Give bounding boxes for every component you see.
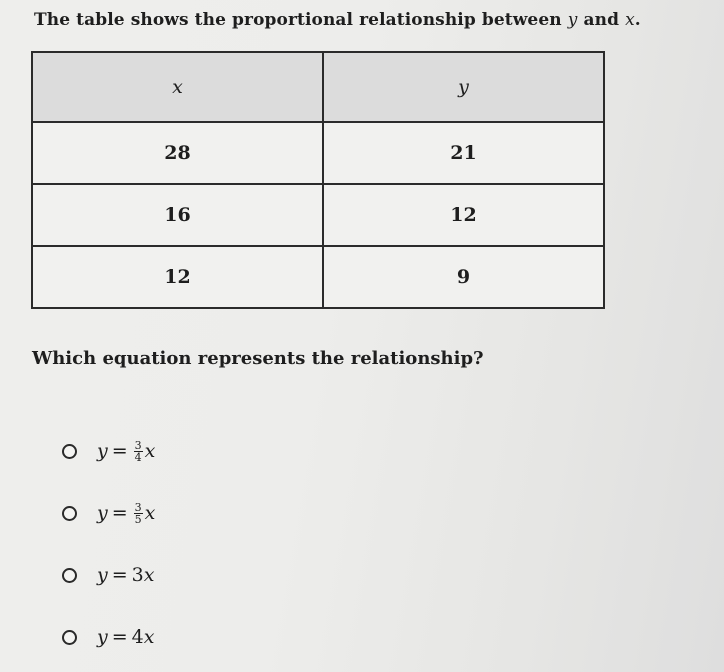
prompt-conj: and [583,10,620,30]
equation-label [97,440,155,463]
fraction-numerator: 3 [134,438,142,452]
column-header-y: y [323,52,604,122]
table-row [32,122,604,184]
fraction-denominator: 4 [134,450,142,464]
prompt-text: The table shows the proportional relationship between [34,10,562,30]
table-cell-y: 12 [323,184,604,246]
table-cell-x: 16 [32,184,323,246]
radio-button[interactable] [62,630,77,645]
equals-sign: = [111,502,128,524]
prompt-end: . [634,10,641,30]
table-cell-x: 28 [32,122,323,184]
proportion-table [31,51,605,309]
answer-option-3[interactable] [62,544,155,606]
fraction-denominator: 5 [134,512,142,526]
table-row [32,246,604,308]
column-header-x: x [32,52,323,122]
table-cell-y: 9 [323,246,604,308]
answer-option-2[interactable] [62,482,155,544]
prompt-var-x: x [625,10,635,30]
fraction [134,440,143,463]
equation-lhs: y [97,440,108,462]
question-text: Which equation represents the relationship? [32,348,484,369]
question-prompt [34,10,641,30]
answer-option-4[interactable] [62,606,155,668]
equation-label [97,626,154,648]
answer-options [62,420,155,668]
equation-var: x [144,440,156,462]
radio-button[interactable] [62,568,77,583]
radio-button[interactable] [62,444,77,459]
prompt-var-y: y [567,10,578,30]
equation-label [97,564,154,586]
equation-coefficient: 4 [131,626,144,648]
equals-sign: = [111,440,128,462]
equation-lhs: y [97,626,108,648]
equation-var: x [143,626,155,648]
radio-button[interactable] [62,506,77,521]
equation-coefficient: 3 [131,564,144,586]
table-row [32,184,604,246]
answer-option-1[interactable] [62,420,155,482]
table-header-row [32,52,604,122]
fraction [134,502,143,525]
equation-label [97,502,155,525]
table-cell-y: 21 [323,122,604,184]
equals-sign: = [111,626,128,648]
equation-var: x [144,502,156,524]
fraction-numerator: 3 [134,500,142,514]
equation-lhs: y [97,564,108,586]
equation-lhs: y [97,502,108,524]
equation-var: x [143,564,155,586]
equals-sign: = [111,564,128,586]
table-cell-x: 12 [32,246,323,308]
